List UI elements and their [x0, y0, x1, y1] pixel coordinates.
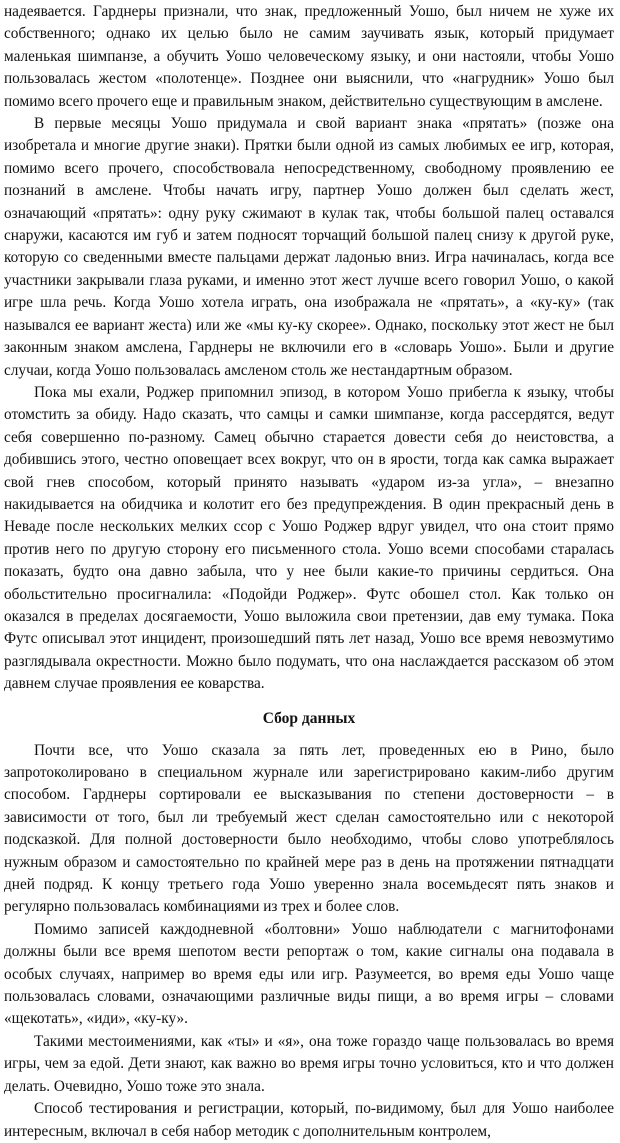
section-heading: Сбор данных: [262, 709, 356, 727]
paragraph-1: надеявается. Гарднеры признали, что знак, предложенный Уошо, был ничем не хуже их собственного; однако их целью было не самим заучивать язык, который придумает маленькая шимпанзе, а обучить Уошо человеческому языку, и они настояли, чтобы Уошо пользовалась жестом «полотенце». Позднее они выяснили, что «нагрудник» Уошо был помимо всего прочего еще и правильным знаком, действительно существующим в амслене.: [4, 3, 614, 110]
paragraph-4: Почти все, что Уошо сказала за пять лет, проведенных ею в Рино, было запротоколировано в специальном журнале или зарегистрировано каким-либо другим способом. Гарднеры сортировали ее высказывания по степени достоверности – в зависимости от того, был ли требуемый жест сделан самостоятельно или с некоторой подсказкой. Для полной достоверности было необходимо, чтобы слово употреблялось нужным образом и самостоятельно по крайней мере раз в день на протяжении пятнадцати дней подряд. К концу третьего года Уошо уверенно знала восемьдесят пять знаков и регулярно пользовалась комбинациями из трех и более слов.: [4, 741, 614, 916]
paragraph-7: Способ тестирования и регистрации, который, по-видимому, был для Уошо наиболее интересным, включал в себя набор методик с дополнительным контролем,: [4, 1100, 614, 1140]
paragraph-3: Пока мы ехали, Роджер припомнил эпизод, в котором Уошо прибегла к языку, чтобы отомстить за обиду. Надо сказать, что самцы и самки шимпанзе, когда рассердятся, ведут себя совершенно по-разному. Самец обычно старается довести себя до неистовства, а добившись этого, честно оповещает всех вокруг, что он в ярости, тогда как самка выражает свой гнев способом, который принято называть «ударом из-за угла», – внезапно накидывается на обидчика и колотит его без предупреждения. В один прекрасный день в Неваде после нескольких мелких ссор с Уошо Роджер вдруг увидел, что она стоит прямо против него по другую сторону его письменного стола. Уошо всеми способами старалась показать, будто она давно забыла, что у нее были какие-то причины сердиться. Она обольстительно просигналила: «Подойди Роджер». Футс обошел стол. Как только он оказался в пределах досягаемости, Уошо выложила свои претензии, дав ему тумака. Пока Футс описывал этот инцидент, произошедший пять лет назад, Уошо все время невозмутимо разглядывала окрестности. Можно было подумать, что она наслаждается рассказом об этом давнем случае проявления ее коварства.: [4, 383, 614, 693]
paragraph-2: В первые месяцы Уошо придумала и свой вариант знака «прятать» (позже она изобретала и многие другие знаки). Прятки были одной из самых любимых ее игр, которая, помимо всего прочего, способствовала непосредственному, свободному проявлению ее познаний в амслене. Чтобы начать игру, партнер Уошо должен был сделать жест, означающий «прятать»: одну руку сжимают в кулак так, чтобы большой палец оставался снаружи, касаются им губ и затем подносят торчащий большой палец снизу к другой руке, которую со сведенными вместе пальцами держат ладонью вниз. Игра начиналась, когда все участники закрывали глаза руками, и именно этот жест лучше всего говорил Уошо, о какой игре шла речь. Когда Уошо хотела играть, она изображала не «прятать», а «ку-ку» (так назывался ее вариант жеста) или же «мы ку-ку скорее». Однако, поскольку этот жест не был законным знаком амслена, Гарднеры не включили его в «словарь Уошо». Были и другие случаи, когда Уошо пользовалась амсленом столь же нестандартным образом.: [4, 115, 614, 379]
paragraph-5: Помимо записей каждодневной «болтовни» Уошо наблюдатели с магнитофонами должны были все время шепотом вести репортаж о том, какие сигналы она подавала в особых случаях, например во время еды или игр. Разумеется, во время еды Уошо чаще пользовалась словами, означающими различные виды пищи, а во время игры – словами «щекотать», «иди», «ку-ку».: [4, 920, 614, 1028]
paragraph-6: Такими местоимениями, как «ты» и «я», она тоже гораздо чаще пользовалась во время игры, чем за едой. Дети знают, как важно во время игры точно условиться, кто и что должен делать. Очевидно, Уошо тоже это знала.: [4, 1032, 614, 1095]
